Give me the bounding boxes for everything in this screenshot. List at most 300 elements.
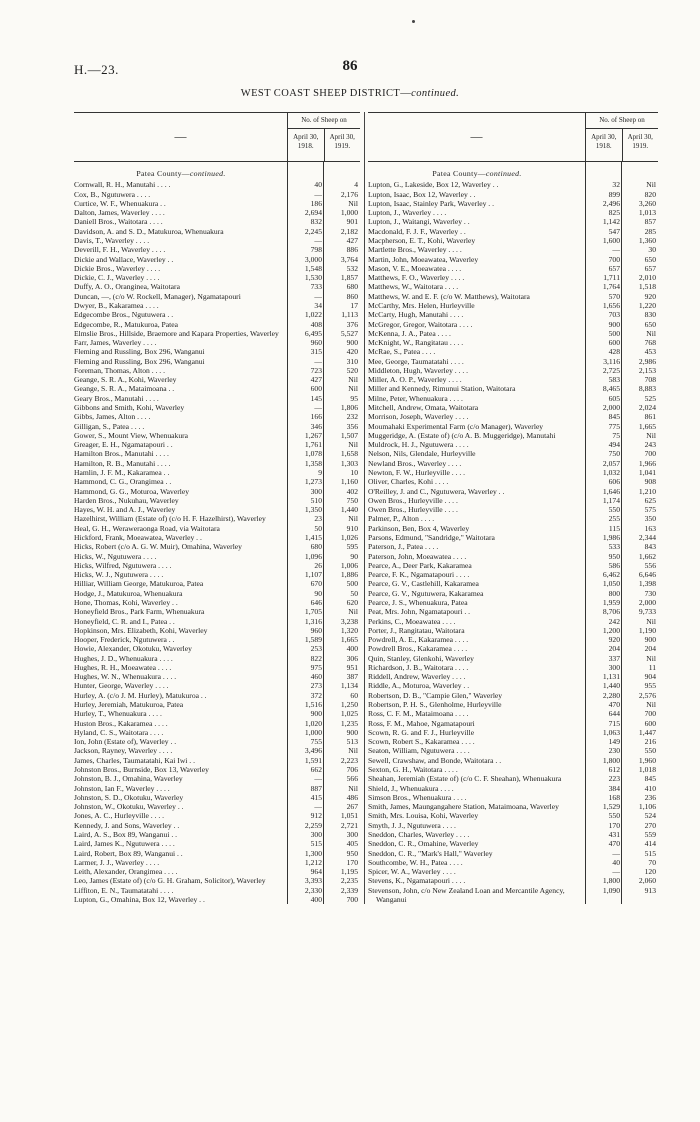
sheep-1919: Nil <box>646 328 656 338</box>
owner-name: McKenna, J. A., Patea . . . . <box>368 328 451 338</box>
sheep-1919: 17 <box>350 300 358 310</box>
table-row <box>74 691 360 700</box>
sheep-1919: 1,210 <box>638 486 656 496</box>
sheep-1918: 3,393 <box>304 876 322 886</box>
sheep-1918: 1,000 <box>304 727 322 737</box>
sheep-1918: 1,350 <box>304 505 322 515</box>
owner-name: Newton, F. W., Hurleyville . . . . <box>368 468 466 477</box>
sheep-1918: 2,000 <box>602 403 620 413</box>
sheep-1918: 1,200 <box>602 625 620 635</box>
sheep-count-header <box>585 113 658 161</box>
sheep-1918: 2,057 <box>602 458 620 468</box>
sheep-1918: 408 <box>310 319 322 329</box>
sheep-1919: 2,576 <box>638 690 656 700</box>
owner-name: Hammond, C. G., Orangimea . . <box>74 477 172 487</box>
owner-name: Martin, John, Moeawatea, Waverley <box>368 254 479 264</box>
table-row <box>368 858 658 867</box>
sheep-1919: 270 <box>644 820 656 830</box>
owner-name: Hazelhirst, William (Estate of) (c/o H. F. Hazelhirst), Waverley <box>74 514 266 524</box>
section-label-italic: continued. <box>485 169 522 178</box>
owner-name: Pearce, G. V., Castlehill, Kakaramea <box>368 579 479 589</box>
col-1918-label: April 30, 1918. <box>591 133 617 150</box>
owner-name: Perkins, C., Moeawatea . . . . <box>368 616 456 626</box>
sheep-1918: 470 <box>608 700 620 710</box>
table-row <box>74 867 360 876</box>
owner-name: Hurley, Jeremiah, Matukuroa, Patea <box>74 700 184 710</box>
owner-name: Jones, A. C., Hurleyville . . . . <box>74 811 165 821</box>
sheep-1918: 300 <box>310 486 322 496</box>
table-row <box>74 728 360 737</box>
sheep-1918: — <box>612 848 620 858</box>
sheep-1918: — <box>314 189 322 199</box>
table-row <box>368 329 658 338</box>
sheep-1919: 901 <box>346 217 358 227</box>
sheep-1918: 1,761 <box>304 440 322 450</box>
owner-name: Hicks, W. J., Ngutuwera . . . . <box>74 570 164 580</box>
table-row <box>368 227 658 236</box>
owner-name: Ross, C. F. M., Mataimoana . . . . <box>368 709 469 719</box>
sheep-1919: 1,113 <box>341 310 358 320</box>
table-row <box>74 589 360 598</box>
owner-name: Huston Bros., Kakaramea . . . . <box>74 718 168 728</box>
sheep-1918: 1,959 <box>602 597 620 607</box>
left-column <box>74 112 365 904</box>
sheep-1918: 960 <box>310 338 322 348</box>
table-row <box>368 440 658 449</box>
table-row <box>74 858 360 867</box>
table-row <box>368 301 658 310</box>
table-row <box>368 644 658 653</box>
table-row <box>368 320 658 329</box>
owner-name: Paterson, John, Moeawatea . . . . <box>368 551 467 561</box>
sheep-1919: 620 <box>346 597 358 607</box>
table-row <box>368 514 658 523</box>
sheep-1919: 857 <box>644 217 656 227</box>
table-body <box>74 162 360 904</box>
table-row <box>368 774 658 783</box>
sheep-1918: 6,462 <box>602 570 620 580</box>
owner-name: Hurley, T., Whenuakura . . . . <box>74 709 162 719</box>
sheep-1918: 600 <box>310 384 322 394</box>
sheep-1918: 964 <box>310 867 322 877</box>
sheep-1919: 236 <box>644 792 656 802</box>
owner-name: Pearce, J. S., Whenuakura, Patea <box>368 597 468 607</box>
sheep-1918: 832 <box>310 217 322 227</box>
owner-name: Fleming and Russling, Box 296, Wanganui <box>74 347 205 357</box>
owner-name: Dickie Bros., Waverley . . . . <box>74 263 161 273</box>
sheep-1919: 1,000 <box>340 208 358 218</box>
sheep-1918: 90 <box>314 588 322 598</box>
table-row <box>368 811 658 820</box>
sheep-1919: Nil <box>348 607 358 617</box>
owner-name: Hickford, Frank, Moeawatea, Waverley . . <box>74 532 202 542</box>
sheep-1919: 1,662 <box>638 551 656 561</box>
sheep-1919: Nil <box>348 440 358 450</box>
owner-name: Johnston Bros., Burnside, Box 13, Waverley <box>74 765 209 774</box>
owner-name: Richardson, J. B., Waitotara . . . . <box>368 662 469 672</box>
owner-name: Geange, S. R. A., Mataimoana . . <box>74 384 175 394</box>
table-row <box>74 774 360 783</box>
sheep-1918: 975 <box>310 662 322 672</box>
sheep-1919: 356 <box>346 421 358 431</box>
sheep-1918: 223 <box>608 774 620 784</box>
table-row <box>368 208 658 217</box>
sheep-1919: 1,507 <box>340 430 358 440</box>
owner-name: Peat, Mrs. John, Ngamatapouri . . <box>368 607 471 617</box>
owner-name: Gilligan, S., Patea . . . . <box>74 421 145 431</box>
sheep-1919: 267 <box>346 802 358 812</box>
sheep-1918: 253 <box>310 644 322 654</box>
owner-name: Dwyer, B., Kakaramea . . . . <box>74 300 159 310</box>
owner-name: Hicks, Robert (c/o A. G. W. Muir), Omahina, Waverley <box>74 542 242 552</box>
section-label: Patea County— <box>432 169 486 178</box>
sheep-1919: 520 <box>346 365 358 375</box>
sheep-1919: 730 <box>644 588 656 598</box>
sheep-1919: 886 <box>346 245 358 255</box>
table-row <box>368 765 658 774</box>
owner-column-header: — <box>174 129 187 144</box>
table-row <box>74 765 360 774</box>
owner-name: Lupton, G., Omahina, Box 12, Waverley . . <box>74 894 205 904</box>
table-row <box>74 412 360 421</box>
owner-name: Palmer, P., Alton . . . . <box>368 514 435 524</box>
sheep-1919: 513 <box>346 737 358 747</box>
table-row <box>368 384 658 393</box>
sheep-1918: 670 <box>310 579 322 589</box>
table-row <box>368 292 658 301</box>
sheep-1918: 3,000 <box>304 254 322 264</box>
table-row <box>74 802 360 811</box>
sheep-1918: 570 <box>608 291 620 301</box>
sheep-1918: 415 <box>310 792 322 802</box>
sheep-1918: — <box>314 403 322 413</box>
owner-name: Muggeridge, A. (Estate of) (c/o A. B. Muggeridge), Manutahi <box>368 430 556 440</box>
sheep-1919: 10 <box>350 468 358 477</box>
owner-name: Moumahaki Experimental Farm (c/o Manager), Waverley <box>368 421 544 431</box>
sheep-1919: 1,857 <box>340 273 358 283</box>
sheep-1919: 216 <box>644 737 656 747</box>
owner-name: Smith, James, Maungangahere Station, Mataimoana, Waverley <box>368 802 559 812</box>
table-row <box>74 487 360 496</box>
sheep-1918: 1,711 <box>603 273 620 283</box>
table-row <box>368 449 658 458</box>
owner-name: Dickie, C. J., Waverley . . . . <box>74 273 160 283</box>
owner-name: Larmer, J. J., Waverley . . . . <box>74 857 160 867</box>
table-row <box>74 310 360 319</box>
sheep-1918: 2,245 <box>304 226 322 236</box>
table-row <box>74 357 360 366</box>
sheep-1919: 1,250 <box>340 700 358 710</box>
sheep-1919: 2,000 <box>638 597 656 607</box>
table-row <box>368 821 658 830</box>
sheep-1918: 166 <box>310 412 322 422</box>
sheep-1919: 376 <box>346 319 358 329</box>
sheep-1918: 2,725 <box>602 365 620 375</box>
sheep-1919: 1,665 <box>340 635 358 645</box>
sheep-1919: Nil <box>348 198 358 208</box>
owner-name: Edgecombe Bros., Ngutuwera . . <box>74 310 174 320</box>
table-row <box>74 644 360 653</box>
table-row <box>368 700 658 709</box>
section-label: Patea County— <box>136 169 190 178</box>
owner-name: Curtice, W. F., Whenuakura . . <box>74 198 166 208</box>
table-row <box>74 292 360 301</box>
owner-name: Porter, J., Rangitatau, Waitotara <box>368 625 465 635</box>
table-row <box>368 310 658 319</box>
table-row <box>368 236 658 245</box>
sheep-1919: 845 <box>644 774 656 784</box>
sheep-1918: 1,530 <box>304 273 322 283</box>
table-row <box>74 208 360 217</box>
sheep-1918: 1,358 <box>304 458 322 468</box>
sheep-1918: 583 <box>608 375 620 385</box>
sheep-1918: 900 <box>310 709 322 719</box>
sheep-1918: 1,267 <box>304 430 322 440</box>
sheep-1919: Nil <box>348 746 358 756</box>
sheep-1919: 1,440 <box>340 505 358 515</box>
owner-name: Lupton, J., Waverley . . . . <box>368 208 447 218</box>
owner-name: Smyth, J. J., Ngutuwera . . . . <box>368 820 456 830</box>
owner-name: Shield, J., Whenuakura . . . . <box>368 783 454 793</box>
sheep-1918: 1,529 <box>602 802 620 812</box>
sheep-1919: 232 <box>346 412 358 422</box>
sheep-1918: 470 <box>608 839 620 849</box>
sheep-1919: 860 <box>346 291 358 301</box>
sheep-1919: Nil <box>646 616 656 626</box>
owner-name: Simson Bros., Whenuakura . . . . <box>368 792 467 802</box>
sheep-1918: 8,706 <box>602 607 620 617</box>
sheep-1919: 300 <box>346 829 358 839</box>
owner-name: Johnston, B. J., Omahina, Waverley <box>74 774 183 784</box>
table-row <box>74 886 360 895</box>
owner-name: Pearce, F. K., Ngamatapouri . . . . <box>368 570 470 580</box>
table-row <box>74 449 360 458</box>
table-row <box>74 793 360 802</box>
sheep-1919: 1,051 <box>340 811 358 821</box>
owner-name: Lupton, Isaac, Stainley Park, Waverley . . <box>368 198 494 208</box>
sheep-1918: 346 <box>310 421 322 431</box>
sheep-1919: Nil <box>348 384 358 394</box>
sheep-1919: 524 <box>644 811 656 821</box>
owner-name: Scown, Robert S., Kakaramea . . . . <box>368 737 475 747</box>
table-row <box>74 422 360 431</box>
owner-name: Martlette Bros., Waverley . . . . <box>368 245 462 255</box>
sheep-1919: 700 <box>644 709 656 719</box>
sheep-1919: 2,986 <box>638 356 656 366</box>
sheep-1918: 1,800 <box>602 876 620 886</box>
sheep-1918: 1,656 <box>602 300 620 310</box>
owner-name: Honeyfield, C. R. and I., Patea . . <box>74 616 175 626</box>
sheep-1918: 912 <box>310 811 322 821</box>
sheep-1918: 644 <box>608 709 620 719</box>
owner-name: Gower, S., Mount View, Whenuakura <box>74 430 189 440</box>
col-1918-label: April 30, 1918. <box>293 133 319 150</box>
owner-name: Dalton, James, Waverley . . . . <box>74 208 165 218</box>
sheep-1919: 1,398 <box>638 579 656 589</box>
sheep-1919: 1,235 <box>340 718 358 728</box>
owner-name: Stevens, K., Ngamatapouri . . . . <box>368 876 466 886</box>
sheep-1918: 494 <box>608 440 620 450</box>
owner-name: O'Reilley, J. and C., Ngutuwera, Waverley . . <box>368 486 505 496</box>
sheep-1918: 1,516 <box>304 700 322 710</box>
sheep-1918: 1,107 <box>304 570 322 580</box>
table-row <box>368 505 658 514</box>
sheep-1919: 1,966 <box>638 458 656 468</box>
section-heading <box>368 162 658 180</box>
table-row <box>74 830 360 839</box>
table-row <box>368 886 658 905</box>
sheep-1919: 2,235 <box>340 876 358 886</box>
sheep-1918: 170 <box>608 820 620 830</box>
sheep-1919: 427 <box>346 235 358 245</box>
owner-name: Liffiton, E. N., Taumatatahi . . . . <box>74 885 174 895</box>
sheep-1918: 775 <box>608 421 620 431</box>
table-row <box>74 876 360 885</box>
sheep-1918: 75 <box>612 430 620 440</box>
table-row <box>74 245 360 254</box>
table-row <box>74 440 360 449</box>
sheep-1918: 1,131 <box>602 672 620 682</box>
owner-name: Davidson, A. and S. D., Matukuroa, Whenuakura <box>74 226 224 236</box>
owner-name: Harden Bros., Nukuhau, Waverley <box>74 495 179 505</box>
table-row <box>368 273 658 282</box>
owner-name: Paterson, J., Patea . . . . <box>368 542 439 552</box>
sheep-1919: 90 <box>350 551 358 561</box>
sheep-1918: 149 <box>608 737 620 747</box>
no-sheep-label: No. of Sheep on <box>586 113 658 129</box>
sheep-1918: 899 <box>608 189 620 199</box>
table-row <box>368 598 658 607</box>
sheep-1919: 900 <box>644 635 656 645</box>
sheep-1918: 1,063 <box>602 727 620 737</box>
sheep-1918: — <box>314 802 322 812</box>
sheep-1918: 750 <box>608 449 620 459</box>
table-row <box>74 654 360 663</box>
table-body <box>368 162 658 904</box>
sheep-1919: 4 <box>354 180 358 190</box>
table-row <box>368 589 658 598</box>
owner-name: Sewell, Crawshaw, and Bonde, Waitotara . . <box>368 755 502 765</box>
table-row <box>74 264 360 273</box>
sheep-1918: 612 <box>608 765 620 774</box>
owner-name: Ion, John (Estate of), Waverley . . <box>74 737 177 747</box>
sheep-1919: 575 <box>644 505 656 515</box>
table-row <box>368 719 658 728</box>
sheep-1918: 300 <box>608 662 620 672</box>
sheep-1918: 515 <box>310 839 322 849</box>
sheep-1918: 510 <box>310 495 322 505</box>
sheep-1919: Nil <box>348 783 358 793</box>
owner-name: Hamlin, J. F. M., Kakaramea . . <box>74 468 170 477</box>
table-row <box>74 524 360 533</box>
table-row <box>74 709 360 718</box>
owner-name: Stevenson, John, c/o New Zealand Loan and Mercantile Agency, Wanganui <box>368 885 565 904</box>
table-row <box>368 663 658 672</box>
owner-name: Laird, A. S., Box 89, Wanganui . . <box>74 829 178 839</box>
page-number: 86 <box>342 58 358 74</box>
sheep-1918: 3,496 <box>304 746 322 756</box>
table-row <box>368 403 658 412</box>
sheep-1919: 600 <box>644 718 656 728</box>
sheep-1918: 34 <box>314 300 322 310</box>
table-row <box>368 876 658 885</box>
table-row <box>368 672 658 681</box>
owner-name: Gibbs, James, Alton . . . . <box>74 412 151 422</box>
table-row <box>74 821 360 830</box>
table-row <box>74 663 360 672</box>
table-row <box>368 839 658 848</box>
sheep-1919: 904 <box>644 672 656 682</box>
owner-name: Johnston, Ian F., Waverley . . . . <box>74 783 170 793</box>
owner-name: Cornwall, R. H., Manutahi . . . . <box>74 180 171 190</box>
sheep-1919: 243 <box>644 440 656 450</box>
owner-name: Seaton, William, Ngutuwera . . . . <box>368 746 470 756</box>
table-row <box>74 570 360 579</box>
sheep-1918: 32 <box>612 180 620 190</box>
table-row <box>74 338 360 347</box>
sheep-1918: 145 <box>310 393 322 403</box>
sheep-1918: 825 <box>608 208 620 218</box>
sheep-1919: 163 <box>644 523 656 533</box>
table-row <box>74 375 360 384</box>
sheep-1918: 1,174 <box>602 495 620 505</box>
sheep-1918: 9 <box>318 468 322 477</box>
sheep-1919: 1,025 <box>340 709 358 719</box>
owner-name: Oliver, Charles, Kohi . . . . <box>368 477 449 487</box>
sheep-1919: 843 <box>644 542 656 552</box>
sheep-1919: 908 <box>644 477 656 487</box>
sheep-1919: 1,360 <box>638 235 656 245</box>
sheep-1919: 830 <box>644 310 656 320</box>
owner-name: Sheahan, Jeremiah (Estate of) (c/o C. F. Sheahan), Whenuakura <box>368 774 562 784</box>
owner-name: Howie, Alexander, Okotuku, Waverley <box>74 644 192 654</box>
sheep-1919: 420 <box>346 347 358 357</box>
owner-name: Heal, G. H., Weraweraonga Road, via Waitotara <box>74 523 220 533</box>
table-row <box>368 867 658 876</box>
sheep-1919: 1,026 <box>340 532 358 542</box>
sheep-1919: 2,721 <box>340 820 358 830</box>
sheep-1919: 414 <box>644 839 656 849</box>
table-row <box>74 199 360 208</box>
sheep-1919: 625 <box>644 495 656 505</box>
sheep-1918: 533 <box>608 542 620 552</box>
sheep-1918: 657 <box>608 263 620 273</box>
sheep-1919: 3,238 <box>340 616 358 626</box>
table-row <box>74 756 360 765</box>
owner-name: Matthews, F. O., Waverley . . . . <box>368 273 465 283</box>
owner-name: Elmslie Bros., Hillside, Braemore and Kapara Properties, Waverley <box>74 328 279 338</box>
table-row <box>74 320 360 329</box>
sheep-1918: 372 <box>310 690 322 700</box>
sheep-1918: 1,591 <box>304 755 322 765</box>
sheep-1919: 650 <box>644 254 656 264</box>
table-row <box>74 719 360 728</box>
sheep-1918: 1,589 <box>304 635 322 645</box>
table-row <box>74 617 360 626</box>
sheep-1918: 50 <box>314 523 322 533</box>
sheep-1918: 723 <box>310 365 322 375</box>
owner-name: Hughes, R. H., Moeawatea . . . . <box>74 662 172 672</box>
table-row <box>368 477 658 486</box>
owner-name: Cox, B., Ngutuwera . . . . <box>74 189 151 199</box>
sheep-1918: 1,440 <box>602 681 620 691</box>
owner-name: Miller, A. O. P., Waverley . . . . <box>368 375 462 385</box>
sheep-1919: 1,006 <box>340 560 358 570</box>
owner-name: Fleming and Russling, Box 296, Wanganui <box>74 356 205 366</box>
sheep-1919: 1,447 <box>638 727 656 737</box>
table-row <box>74 505 360 514</box>
owner-name: Hurley, A. (c/o J. M. Hurley), Matukuroa . . <box>74 690 207 700</box>
